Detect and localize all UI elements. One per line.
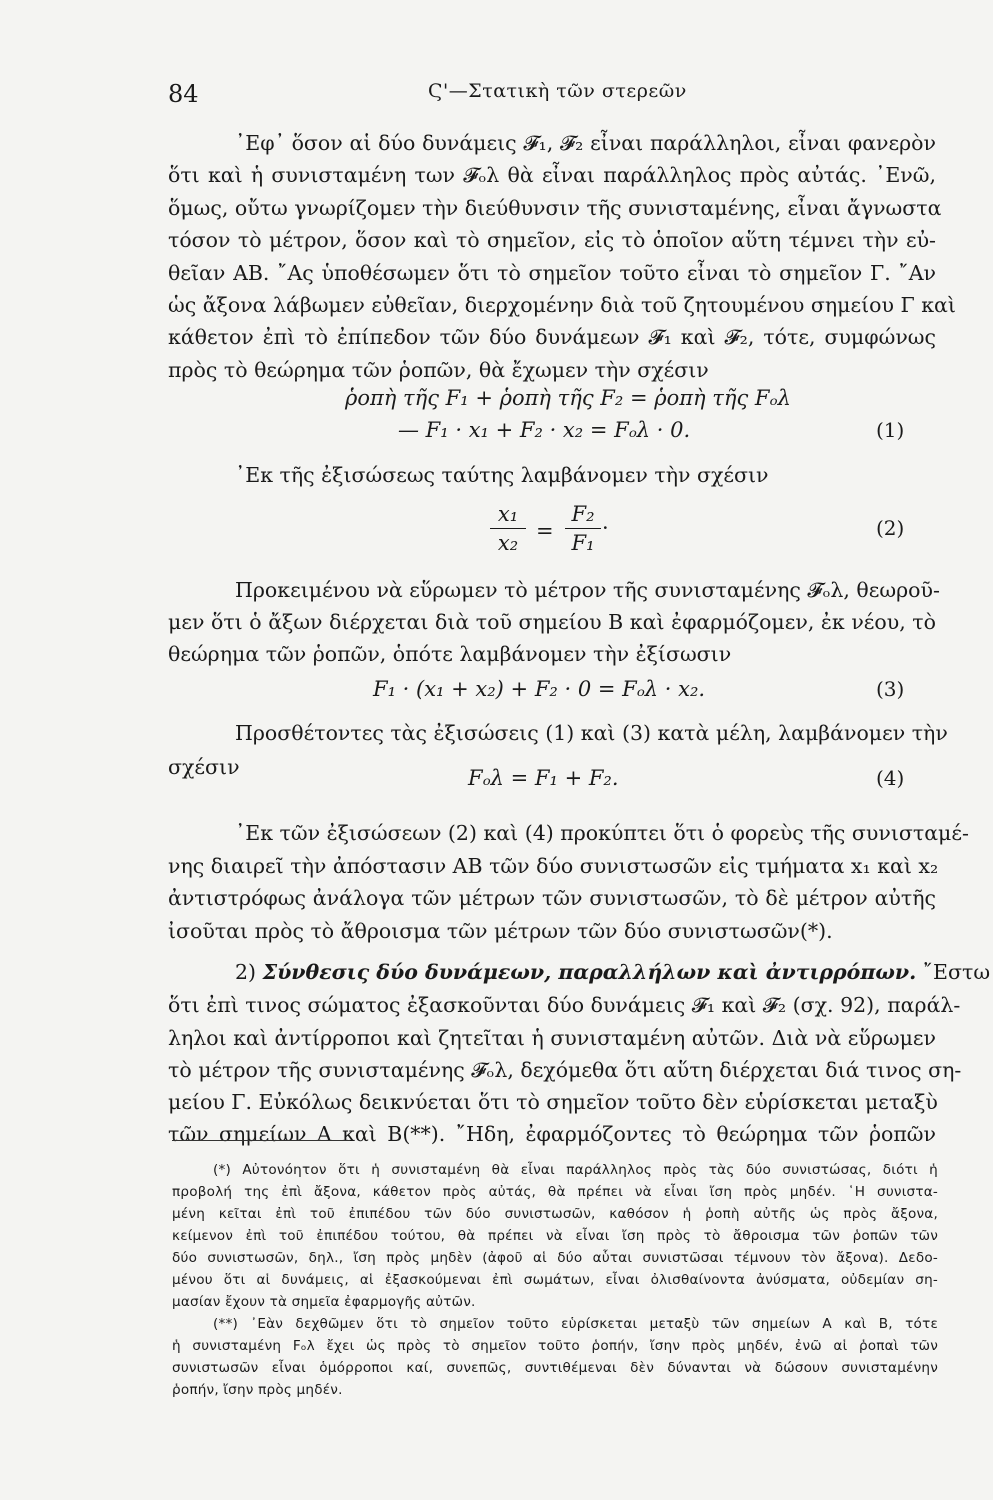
- text-line: Προσθέτοντες τὰς ἐξισώσεις (1) καὶ (3) κατὰ μέλη, λαμβάνομεν τὴν: [235, 721, 948, 745]
- denominator: x₂: [497, 531, 519, 555]
- text-line: θεῖαν AB. ῎Ας ὑποθέσωμεν ὅτι τὸ σημεῖον τοῦτο εἶναι τὸ σημεῖον Γ. ῎Αν: [168, 261, 936, 285]
- equation-1-label: (1): [876, 418, 905, 442]
- section-title: Σύνθεσις δύο δυνάμεων, παραλλήλων καὶ ἀντιρρόπων.: [262, 960, 917, 984]
- equation-3-label: (3): [876, 677, 905, 701]
- equation-1: — F₁ · x₁ + F₂ · x₂ = Fₒλ · 0.: [398, 418, 691, 442]
- text-line: ᾿Εκ τῆς ἐξισώσεως ταύτης λαμβάνομεν τὴν σχέσιν: [235, 463, 769, 487]
- section-number: 2): [235, 960, 257, 984]
- footnote-line: μένη κεῖται ἐπὶ τοῦ ἐπιπέδου τῶν δύο συνιστωσῶν, καθόσον ἡ ῥοπὴ αὐτῆς ὡς πρὸς ἄξονα,: [172, 1206, 938, 1222]
- equals-sign: =: [536, 519, 554, 543]
- text-line: ληλοι καὶ ἀντίρροποι καὶ ζητεῖται ἡ συνισταμένη αὐτῶν. Διὰ νὰ εὕρωμεν: [168, 1026, 936, 1050]
- denominator: F₁: [571, 531, 595, 555]
- numerator: F₂: [571, 502, 595, 526]
- equation-end-dot: ·: [602, 516, 609, 540]
- text-line: ἰσοῦται πρὸς τὸ ἄθροισμα τῶν μέτρων τῶν δύο συνιστωσῶν(*).: [168, 919, 833, 943]
- text-line: τόσον τὸ μέτρον, ὅσον καὶ τὸ σημεῖον, εἰς τὸ ὁποῖον αὕτη τέμνει τὴν εὐ-: [168, 228, 936, 252]
- equation-3: F₁ · (x₁ + x₂) + F₂ · 0 = Fₒλ · x₂.: [373, 677, 706, 701]
- text-line: θεώρημα τῶν ῥοπῶν, ὁπότε λαμβάνομεν τὴν ἐξίσωσιν: [168, 642, 732, 666]
- text-fragment: ῎Εστω: [922, 960, 991, 984]
- equation-4: Fₒλ = F₁ + F₂.: [468, 766, 619, 790]
- equation-moments: ῥοπὴ τῆς F₁ + ῥοπὴ τῆς F₂ = ῥοπὴ τῆς Fₒλ: [345, 386, 791, 410]
- footnote-line: (*) Αὐτονόητον ὅτι ἡ συνισταμένη θὰ εἶναι παράλληλος πρὸς τὰς δύο συνιστώσας, διότι ἡ: [213, 1162, 938, 1178]
- equation-4-label: (4): [876, 766, 905, 790]
- text-line: ᾿Εκ τῶν ἐξισώσεων (2) καὶ (4) προκύπτει ὅτι ὁ φορεὺς τῆς συνισταμέ-: [235, 821, 969, 845]
- running-title: Ϛ'—Στατικὴ τῶν στερεῶν: [428, 80, 687, 102]
- text-line: τῶν σημείων A καὶ B(**). ῎Ηδη, ἐφαρμόζοντες τὸ θεώρημα τῶν ῥοπῶν: [168, 1122, 936, 1146]
- text-line: πρὸς τὸ θεώρημα τῶν ῥοπῶν, θὰ ἔχωμεν τὴν σχέσιν: [168, 358, 709, 382]
- footnote-line: μένου ὅτι αἱ δυνάμεις, αἱ ἐξασκούμεναι ἐπὶ σωμάτων, εἶναι ὀλισθαίνοντα ἀνύσματα, οὐδεμίαν ση-: [172, 1272, 938, 1288]
- page-number: 84: [168, 80, 199, 108]
- footnote-line: (**) ᾿Εὰν δεχθῶμεν ὅτι τὸ σημεῖον τοῦτο εὑρίσκεται μεταξὺ τῶν σημείων A καὶ B, τότε: [213, 1316, 938, 1332]
- text-line: ὡς ἄξονα λάβωμεν εὐθεῖαν, διερχομένην διὰ τοῦ ζητουμένου σημείου Γ καὶ: [168, 293, 956, 317]
- footnote-line: ἡ συνισταμένη Fₒλ ἔχει ὡς πρὸς τὸ σημεῖον τοῦτο ῥοπήν, ἴσην πρὸς μηδέν, ἐνῶ αἱ ῥοπαὶ τῶν: [172, 1338, 938, 1354]
- text-line: τὸ μέτρον τῆς συνισταμένης 𝓕ₒλ, δεχόμεθα ὅτι αὕτη διέρχεται διά τινος ση-: [168, 1058, 962, 1082]
- footnote-line: μασίαν ἔχουν τὰ σημεῖα ἐφαρμογῆς αὐτῶν.: [172, 1294, 476, 1310]
- footnote-line: ῥοπήν, ἴσην πρὸς μηδέν.: [172, 1382, 343, 1398]
- text-line: Προκειμένου νὰ εὕρωμεν τὸ μέτρον τῆς συνισταμένης 𝓕ₒλ, θεωροῦ-: [235, 578, 940, 602]
- fraction-right: [565, 502, 601, 555]
- text-line: κάθετον ἐπὶ τὸ ἐπίπεδον τῶν δύο δυνάμεων 𝓕₁ καὶ 𝓕₂, τότε, συμφώνως: [168, 325, 936, 349]
- footnote-line: συνιστωσῶν εἶναι ὁμόρροποι καί, συνεπῶς, συντιθέμεναι δὲν δύνανται νὰ δώσουν συνισταμένην: [172, 1360, 938, 1376]
- fraction-bar: [490, 528, 526, 529]
- text-line: μείου Γ. Εὐκόλως δεικνύεται ὅτι τὸ σημεῖον τοῦτο δὲν εὑρίσκεται μεταξὺ: [168, 1090, 938, 1114]
- numerator: x₁: [497, 502, 519, 526]
- footnote-line: προβολή της ἐπὶ ἄξονα, κάθετον πρὸς αὐτάς, θὰ πρέπει νὰ εἶναι ἴση πρὸς μηδέν. ῾Η συνιστα-: [172, 1184, 938, 1200]
- equation-2-label: (2): [876, 516, 905, 540]
- text-line: μεν ὅτι ὁ ἄξων διέρχεται διὰ τοῦ σημείου B καὶ ἐφαρμόζομεν, ἐκ νέου, τὸ: [168, 610, 936, 634]
- text-line: ὅτι ἐπὶ τινος σώματος ἐξασκοῦνται δύο δυνάμεις 𝓕₁ καὶ 𝓕₂ (σχ. 92), παράλ-: [168, 993, 961, 1017]
- footnote-divider: [172, 1140, 350, 1141]
- page-header: [168, 80, 938, 116]
- text-line: ὅτι καὶ ἡ συνισταμένη των 𝓕ₒλ θὰ εἶναι παράλληλος πρὸς αὐτάς. ᾿Ενῶ,: [168, 163, 936, 187]
- fraction-bar: [565, 528, 601, 529]
- text-line: ᾿Εφ᾿ ὅσον αἱ δύο δυνάμεις 𝓕₁, 𝓕₂ εἶναι παράλληλοι, εἶναι φανερὸν: [235, 131, 936, 155]
- text-line: νης διαιρεῖ τὴν ἀπόστασιν AB τῶν δύο συνιστωσῶν εἰς τμήματα x₁ καὶ x₂: [168, 854, 939, 878]
- text-line: σχέσιν: [168, 755, 240, 779]
- footnote-line: κείμενον ἐπὶ τοῦ ἐπιπέδου τούτου, θὰ πρέπει νὰ εἶναι ἴση πρὸς τὸ ἄθροισμα τῶν ῥοπῶν τῶν: [172, 1228, 938, 1244]
- footnote-line: δύο συνιστωσῶν, δηλ., ἴση πρὸς μηδὲν (ἀφοῦ αἱ δύο αὗται συνιστῶσαι τέμνουν τὸν ἄξονα). Δεδο-: [172, 1250, 938, 1266]
- section-heading-line: [235, 957, 991, 987]
- fraction-left: [490, 502, 526, 555]
- text-line: ὅμως, οὔτω γνωρίζομεν τὴν διεύθυνσιν τῆς συνισταμένης, εἶναι ἄγνωστα: [168, 196, 942, 220]
- text-line: ἀντιστρόφως ἀνάλογα τῶν μέτρων τῶν συνιστωσῶν, τὸ δὲ μέτρον αὐτῆς: [168, 886, 936, 910]
